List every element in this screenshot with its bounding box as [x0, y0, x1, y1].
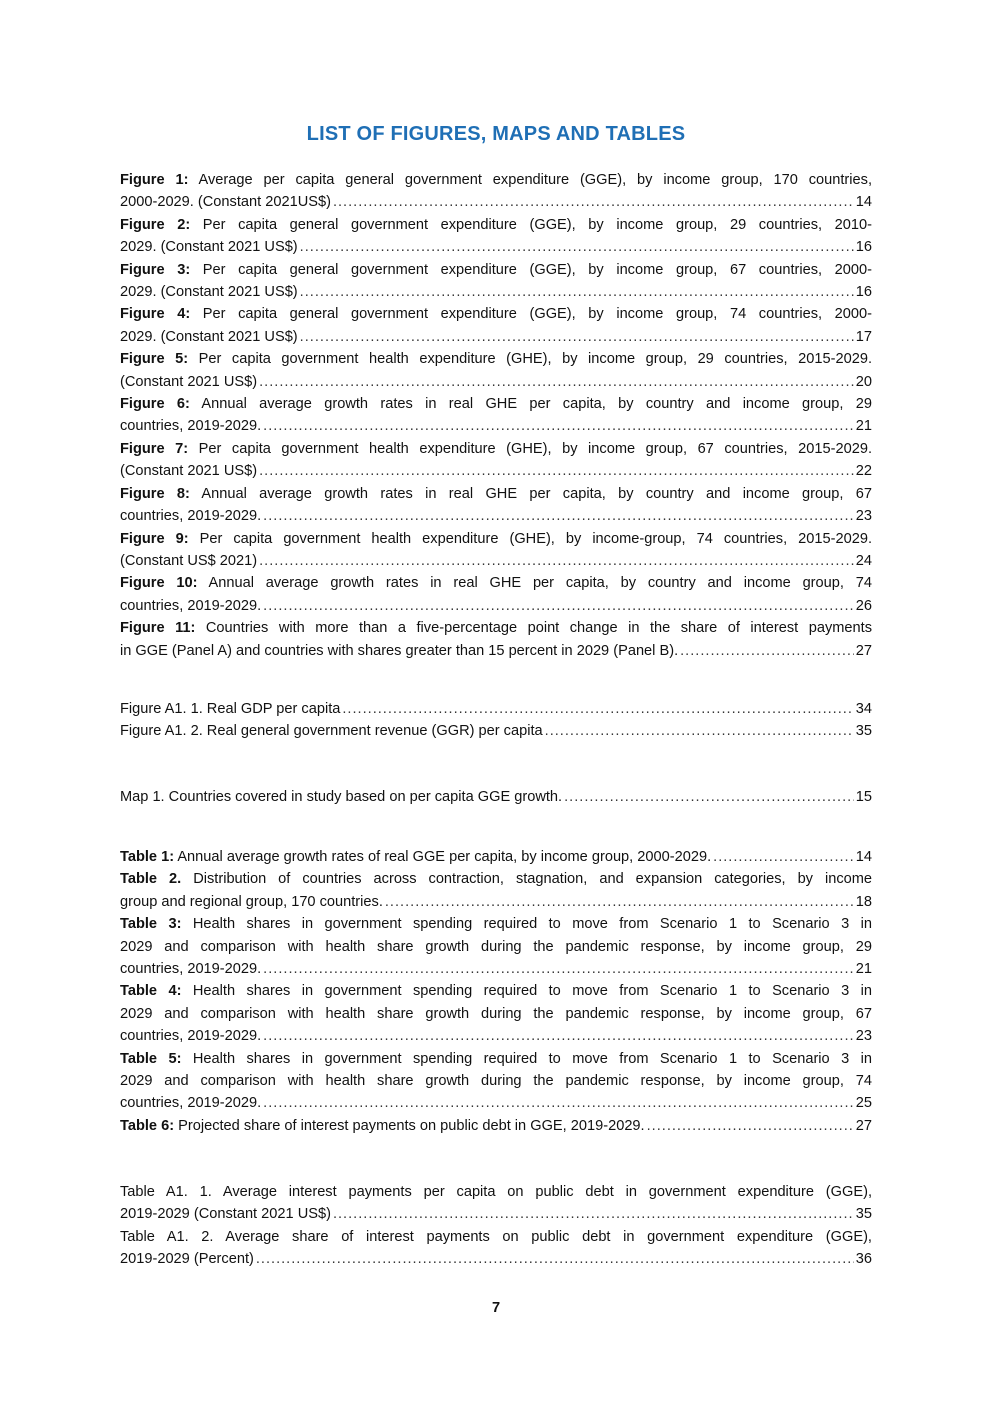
dot-leader — [564, 786, 854, 808]
entry-text: countries, 2019-2029. — [120, 1028, 262, 1045]
toc-entry-figure-10[interactable] — [120, 572, 872, 617]
page-ref: 16 — [855, 284, 872, 301]
entry-label: Figure 11: — [120, 620, 196, 637]
entry-text: group and regional group, 170 countries. — [120, 893, 383, 910]
dot-leader — [256, 1248, 854, 1270]
page-ref: 34 — [855, 701, 872, 717]
entry-label: Figure 2: — [120, 216, 191, 233]
page-ref: 21 — [855, 961, 872, 978]
entry-label: Table 5: — [120, 1050, 182, 1067]
entry-text: Per capita government health expenditure (GHE), by income group, 67 countries, 2015-2029. — [198, 440, 872, 457]
page-ref: 24 — [855, 552, 872, 569]
entry-label: Table 6: — [120, 1117, 175, 1134]
entry-label: Table 4: — [120, 983, 182, 1000]
dot-leader — [680, 640, 854, 662]
page-ref: 25 — [855, 1095, 872, 1112]
entry-text: Per capita general government expenditure (GGE), by income group, 74 countries, 2000- — [202, 306, 872, 323]
entry-text: 2029. (Constant 2021 US$) — [120, 284, 298, 301]
dot-leader — [300, 326, 854, 348]
toc-entry-table-6[interactable] — [120, 1115, 872, 1137]
toc-entry-table-4[interactable] — [120, 980, 872, 1047]
entry-text: 2029 and comparison with health share growth during the pandemic response, by income group, 29 — [120, 938, 872, 955]
toc-entry-map-1[interactable] — [120, 786, 872, 808]
toc-entry-figure-7[interactable] — [120, 438, 872, 483]
entry-text: countries, 2019-2029. — [120, 961, 262, 978]
entry-text: 2029. (Constant 2021 US$) — [120, 328, 298, 345]
toc-entry-figure-5[interactable] — [120, 348, 872, 393]
dot-leader — [263, 1025, 854, 1047]
page-ref: 20 — [855, 373, 872, 390]
entry-label: Figure 1: — [120, 172, 189, 188]
dot-leader — [263, 505, 854, 527]
page-ref: 15 — [855, 789, 872, 805]
dot-leader — [259, 550, 854, 572]
toc-entry-figure-4[interactable] — [120, 303, 872, 348]
entry-label: Figure 3: — [120, 261, 191, 278]
entry-text: 2029 and comparison with health share growth during the pandemic response, by income group, 74 — [120, 1073, 872, 1090]
toc-entry-figure-6[interactable] — [120, 393, 872, 438]
entry-text: countries, 2019-2029. — [120, 597, 262, 614]
entry-text: Health shares in government spending required to move from Scenario 1 to Scenario 3 in — [192, 916, 872, 933]
toc-entry-table-5[interactable] — [120, 1048, 872, 1115]
entry-text: Per capita government health expenditure (GHE), by income-group, 74 countries, 2015-2029. — [199, 530, 872, 547]
page-ref: 16 — [855, 239, 872, 256]
toc-entry-figure-3[interactable] — [120, 259, 872, 304]
dot-leader — [263, 595, 854, 617]
entry-text: Per capita general government expenditure (GGE), by income group, 67 countries, 2000- — [202, 261, 872, 278]
dot-leader — [333, 191, 854, 213]
page-ref: 27 — [855, 642, 872, 659]
page-ref: 17 — [855, 328, 872, 345]
dot-leader — [263, 958, 854, 980]
entry-label: Table 3: — [120, 916, 182, 933]
entry-text: Figure A1. 1. Real GDP per capita — [120, 701, 341, 717]
page-ref: 26 — [855, 597, 872, 614]
entry-text: Figure A1. 2. Real general government revenue (GGR) per capita — [120, 723, 543, 740]
figures-list — [120, 169, 872, 662]
entry-text: Countries with more than a five-percentage point change in the share of interest payments — [205, 620, 872, 637]
dot-leader — [263, 415, 854, 437]
dot-leader — [333, 1203, 854, 1225]
entry-text: Health shares in government spending required to move from Scenario 1 to Scenario 3 in — [192, 1050, 872, 1067]
dot-leader — [647, 1115, 854, 1137]
page-title: LIST OF FIGURES, MAPS AND TABLES — [306, 123, 686, 145]
entry-label: Figure 10: — [120, 575, 198, 592]
annex-figures-list — [120, 698, 872, 743]
entry-text: Average per capita general government expenditure (GGE), by income group, 170 countries, — [198, 172, 872, 188]
page-ref: 18 — [855, 893, 872, 910]
toc-entry-table-a1-1[interactable] — [120, 1181, 872, 1226]
entry-text: Health shares in government spending required to move from Scenario 1 to Scenario 3 in — [192, 983, 872, 1000]
entry-label: Figure 9: — [120, 530, 189, 547]
toc-entry-figure-a1-2[interactable] — [120, 720, 872, 742]
dot-leader — [342, 698, 853, 720]
entry-text: (Constant US$ 2021) — [120, 552, 258, 569]
entry-label: Table A1. 1. — [120, 1184, 212, 1200]
entry-text: (Constant 2021 US$) — [120, 373, 258, 390]
entry-text: Distribution of countries across contraction, stagnation, and expansion categories, by income — [193, 871, 872, 888]
entry-text: countries, 2019-2029. — [120, 508, 262, 525]
entry-text: Projected share of interest payments on public debt in GGE, 2019-2029. — [178, 1117, 645, 1134]
entry-text: Annual average growth rates in real GHE per capita, by country and income group, 67 — [201, 485, 872, 502]
dot-leader — [259, 371, 854, 393]
entry-text: Average interest payments per capita on public debt in government expenditure (GGE), — [222, 1184, 872, 1200]
page-ref: 35 — [855, 1206, 872, 1223]
page-ref: 14 — [855, 194, 872, 211]
toc-entry-table-1[interactable] — [120, 846, 872, 868]
entry-text: 2029 and comparison with health share growth during the pandemic response, by income group, 67 — [120, 1005, 872, 1022]
entry-label: Figure 4: — [120, 306, 191, 323]
toc-entry-figure-2[interactable] — [120, 214, 872, 259]
entry-text: (Constant 2021 US$) — [120, 463, 258, 480]
dot-leader — [300, 281, 854, 303]
toc-entry-figure-11[interactable] — [120, 617, 872, 662]
entry-text: Map 1. Countries covered in study based on per capita GGE growth. — [120, 789, 563, 805]
entry-text: Annual average growth rates in real GHE per capita, by country and income group, 29 — [201, 396, 872, 413]
entry-text: 2019-2029 (Percent) — [120, 1251, 254, 1268]
toc-entry-figure-a1-1[interactable] — [120, 698, 872, 720]
entry-label: Figure 5: — [120, 351, 189, 368]
page-ref: 23 — [855, 508, 872, 525]
page-ref: 14 — [855, 849, 872, 865]
page-number: 7 — [491, 1300, 501, 1316]
entry-text: Annual average growth rates in real GHE per capita, by country and income group, 74 — [208, 575, 872, 592]
toc-entry-figure-9[interactable] — [120, 528, 872, 573]
entry-text: 2000-2029. (Constant 2021US$) — [120, 194, 331, 211]
dot-leader — [545, 720, 854, 742]
page-ref: 22 — [855, 463, 872, 480]
page-ref: 27 — [855, 1117, 872, 1134]
entry-text: in GGE (Panel A) and countries with shares greater than 15 percent in 2029 (Panel B). — [120, 642, 679, 659]
toc-entry-table-3[interactable] — [120, 913, 872, 980]
entry-label: Table A1. 2. — [120, 1228, 214, 1245]
page-ref: 36 — [855, 1251, 872, 1268]
dot-leader — [385, 891, 854, 913]
toc-entry-table-a1-2[interactable] — [120, 1226, 872, 1271]
toc-entry-table-2[interactable] — [120, 868, 872, 913]
page-ref: 23 — [855, 1028, 872, 1045]
entry-label: Table 2. — [120, 871, 182, 888]
entry-label: Figure 8: — [120, 485, 190, 502]
page-ref: 35 — [855, 723, 872, 740]
entry-text: 2019-2029 (Constant 2021 US$) — [120, 1206, 331, 1223]
dot-leader — [259, 460, 854, 482]
toc-entry-figure-8[interactable] — [120, 483, 872, 528]
dot-leader — [713, 846, 854, 868]
entry-label: Table 1: — [120, 849, 175, 865]
entry-text: Average share of interest payments on public debt in government expenditure (GGE), — [225, 1228, 872, 1245]
dot-leader — [300, 236, 854, 258]
dot-leader — [263, 1092, 854, 1114]
entry-label: Figure 7: — [120, 440, 189, 457]
page-ref: 21 — [855, 418, 872, 435]
entry-text: Per capita general government expenditure (GGE), by income group, 29 countries, 2010- — [202, 216, 872, 233]
entry-text: Annual average growth rates of real GGE per capita, by income group, 2000-2029. — [177, 849, 712, 865]
entry-text: Per capita government health expenditure (GHE), by income group, 29 countries, 2015-2029. — [198, 351, 872, 368]
annex-tables-list — [120, 1181, 872, 1271]
tables-list — [120, 846, 872, 1137]
maps-list — [120, 786, 872, 808]
entry-text: countries, 2019-2029. — [120, 1095, 262, 1112]
entry-label: Figure 6: — [120, 396, 190, 413]
entry-text: 2029. (Constant 2021 US$) — [120, 239, 298, 256]
toc-entry-figure-1[interactable] — [120, 169, 872, 214]
entry-text: countries, 2019-2029. — [120, 418, 262, 435]
